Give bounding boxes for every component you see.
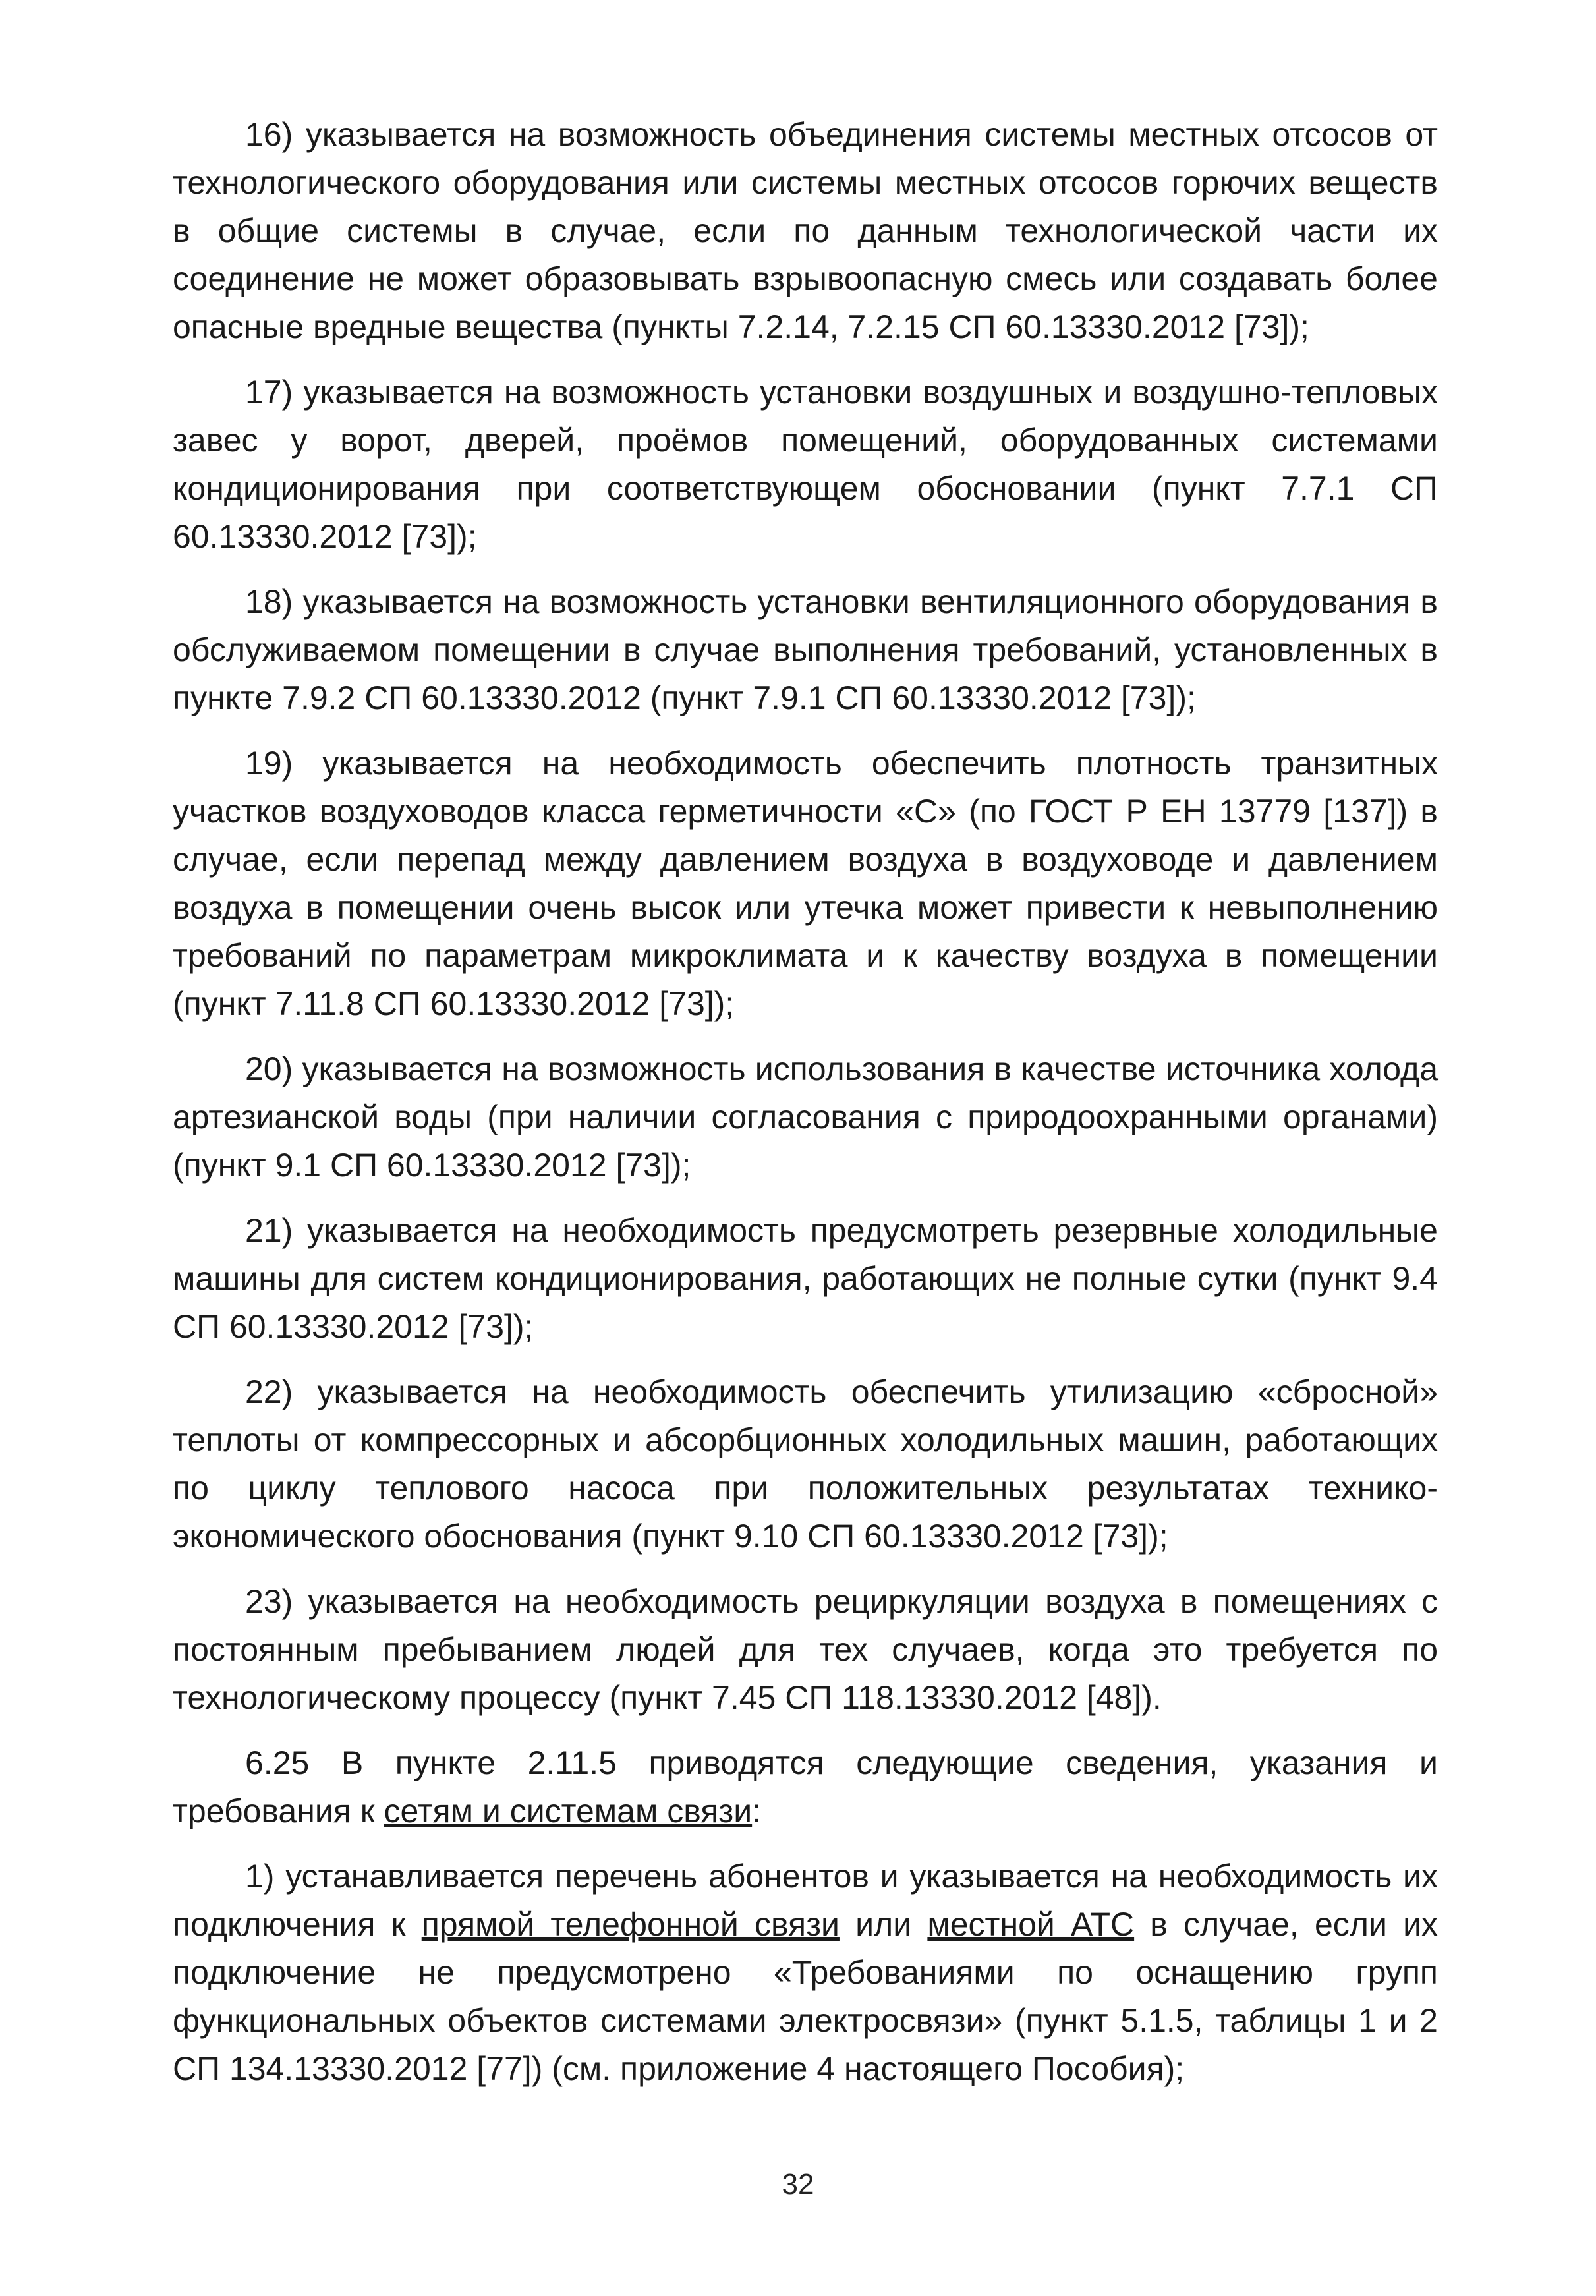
- page-number: 32: [782, 2168, 814, 2200]
- item-1-underlined-local-ats: местной АТС: [927, 1906, 1135, 1943]
- paragraph-item-20: 20) указывается на возможность использования в качестве источника холода артезианской воды (при наличии согласования с природоохранными органами) (пункт 9.1 СП 60.13330.2012 [73]);: [173, 1050, 1438, 1184]
- paragraph-item-23: 23) указывается на необходимость рециркуляции воздуха в помещениях с постоянным пребыванием людей для тех случаев, когда это требуется по технологическому процессу (пункт 7.45 СП 118.13330.2012 [48]).: [173, 1583, 1438, 1716]
- section-6-25-text: 6.25 В пункте 2.11.5 приводятся следующие сведения, указания и требования к: [173, 1744, 1438, 1829]
- section-6-25-colon: :: [752, 1793, 762, 1829]
- paragraph-item-19: 19) указывается на необходимость обеспечить плотность транзитных участков воздуховодов класса герметичности «С» (по ГОСТ Р ЕН 13779 [137]) в случае, если перепад между давлением воздуха в воздуховоде и давлением воздуха в помещении очень высок или утечка может привести к невыполнению требований по параметрам микроклимата и к качеству воздуха в помещении (пункт 7.11.8 СП 60.13330.2012 [73]);: [173, 745, 1438, 1022]
- item-1-underlined-direct-phone: прямой телефонной связи: [421, 1906, 840, 1943]
- paragraph-item-1: [173, 1852, 1438, 2093]
- paragraph-item-16: 16) указывается на возможность объединения системы местных отсосов от технологического оборудования или системы местных отсосов горючих веществ в общие системы в случае, если по данным технологической части их соединение не может образовывать взрывоопасную смесь или создавать более опасные вредные вещества (пункты 7.2.14, 7.2.15 СП 60.13330.2012 [73]);: [173, 116, 1438, 345]
- paragraph-item-21: 21) указывается на необходимость предусмотреть резервные холодильные машины для систем кондиционирования, работающих не полные сутки (пункт 9.4 СП 60.13330.2012 [73]);: [173, 1212, 1438, 1345]
- section-6-25-underlined-term: сетям и системам связи: [384, 1793, 753, 1829]
- item-1-text-end: в случае, если их подключение не предусмотрено «Требованиями по оснащению групп функциональных объектов системами электросвязи» (пункт 5.1.5, таблицы 1 и 2 СП 134.13330.2012 [77]) (см. приложение 4 настоящего Пособия);: [173, 1906, 1439, 2087]
- document-page: [173, 111, 1438, 2110]
- section-6-25-paragraph: [173, 1739, 1438, 1835]
- item-1-text-or: или: [839, 1906, 928, 1943]
- paragraph-item-17: 17) указывается на возможность установки воздушных и воздушно-тепловых завес у ворот, дверей, проёмов помещений, оборудованных системами кондиционирования при соответствующем обосновании (пункт 7.7.1 СП 60.13330.2012 [73]);: [173, 374, 1438, 555]
- paragraph-item-22: 22) указывается на необходимость обеспечить утилизацию «сбросной» теплоты от компрессорных и абсорбционных холодильных машин, работающих по циклу теплового насоса при положительных результатах технико-экономического обоснования (пункт 9.10 СП 60.13330.2012 [73]);: [173, 1373, 1438, 1555]
- paragraph-item-18: 18) указывается на возможность установки вентиляционного оборудования в обслуживаемом помещении в случае выполнения требований, установленных в пункте 7.9.2 СП 60.13330.2012 (пункт 7.9.1 СП 60.13330.2012 [73]);: [173, 583, 1438, 716]
- item-1-text-start: 1) устанавливается перечень абонентов и указывается на необходимость их подключения к: [173, 1858, 1438, 1943]
